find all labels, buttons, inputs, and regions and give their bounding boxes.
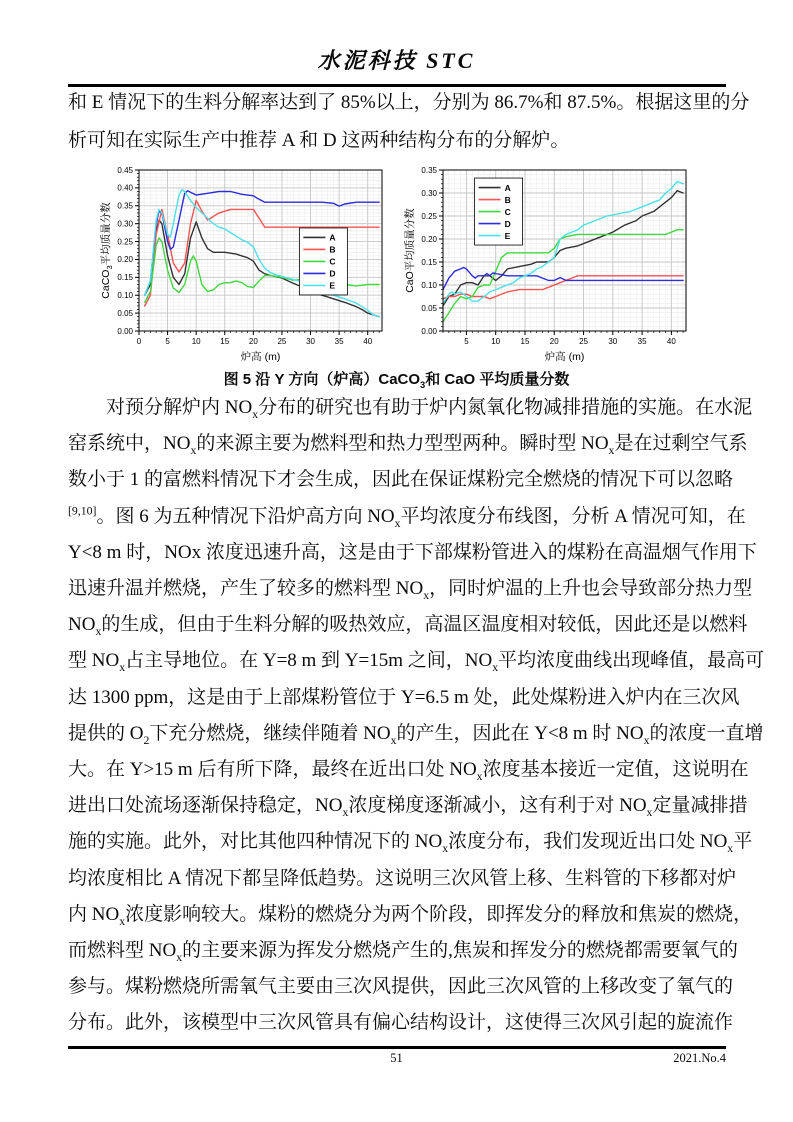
text-line: 参与。煤粉燃烧所需氧气主要由三次风提供，因此三次风管的上移改变了氧气的 bbox=[68, 976, 734, 998]
cao-line-chart bbox=[403, 163, 695, 364]
svg-text:0.40: 0.40 bbox=[117, 183, 133, 193]
text-line: 大。在 Y>15 m 后有所下降，最终在近出口处 $NO_x$浓度基本接近一定值，这说明在 bbox=[68, 759, 749, 783]
text-line: 析可知在实际生产中推荐 A 和 D 这两种结构分布的分解炉。 bbox=[68, 129, 570, 151]
svg-text:炉高 (m): 炉高 (m) bbox=[544, 351, 585, 363]
svg-text:CaO平均质量分数: CaO平均质量分数 bbox=[404, 208, 416, 293]
svg-text:15: 15 bbox=[520, 337, 530, 346]
svg-text:5: 5 bbox=[464, 337, 469, 346]
svg-text:D: D bbox=[504, 218, 511, 229]
svg-text:40: 40 bbox=[666, 337, 676, 346]
svg-text:0.25: 0.25 bbox=[117, 237, 133, 247]
svg-text:E: E bbox=[504, 230, 511, 241]
text-line: 施的实施。此外，对比其他四种情况下的 $NO_x$浓度分布，我们发现近出口处 $NO_x$平 bbox=[68, 831, 753, 856]
svg-text:0.15: 0.15 bbox=[421, 257, 437, 267]
text-line: Y<8 m 时，NOx 浓度迅速升高，这是由于下部煤粉管进入的煤粉在高温烟气作用下 bbox=[68, 541, 757, 563]
figure-caption: 图 5 沿 Y 方向（炉高）CaCO$_3$和 CaO 平均质量分数 bbox=[223, 371, 570, 390]
paragraph-1 bbox=[68, 84, 750, 159]
text-line: 内 $NO_x$浓度影响较大。煤粉的燃烧分为两个阶段，即挥发分的释放和焦炭的燃烧， bbox=[68, 903, 753, 928]
svg-text:25: 25 bbox=[277, 337, 287, 346]
text-line: $NO_x$的生成，但由于生料分解的吸热效应，高温区温度相对较低，因此还是以燃料 bbox=[68, 614, 748, 639]
svg-text:10: 10 bbox=[491, 337, 501, 346]
text-line: 对预分解炉内 $NO_x$分布的研究也有助于炉内氮氧化物减排措施的实施。在水泥 bbox=[68, 397, 753, 421]
svg-text:0.15: 0.15 bbox=[117, 273, 133, 283]
svg-text:0.10: 0.10 bbox=[117, 291, 133, 301]
text-line: 达 1300 ppm，这是由于上部煤粉管位于 Y=6.5 m 处，此处煤粉进入炉内在三次风 bbox=[68, 686, 740, 708]
svg-text:35: 35 bbox=[334, 337, 344, 346]
text-line: 提供的 $O_2$下充分燃烧，继续伴随着 $NO_x$的产生，因此在 Y<8 m 时 $NO_x$的浓度一直增 bbox=[68, 722, 764, 747]
svg-text:0.25: 0.25 bbox=[421, 211, 437, 221]
svg-text:0.20: 0.20 bbox=[117, 255, 133, 265]
svg-text:0.35: 0.35 bbox=[421, 165, 437, 175]
svg-text:15: 15 bbox=[220, 337, 230, 346]
svg-text:A: A bbox=[329, 232, 336, 243]
svg-text:B: B bbox=[504, 194, 511, 205]
svg-text:25: 25 bbox=[579, 337, 588, 346]
text-line: 迅速升温并燃烧，产生了较多的燃料型 $NO_x$，同时炉温的上升也会导致部分热力型 bbox=[68, 578, 753, 602]
text-line: 分布。此外，该模型中三次风管具有偏心结构设计，这使得三次风引起的旋流作 bbox=[68, 1012, 734, 1034]
caco3-line-chart bbox=[99, 163, 391, 364]
text-line: 窑系统中，$NO_x$的来源主要为燃料型和热力型型两种。瞬时型 $NO_x$是在过剩空气系 bbox=[68, 433, 748, 457]
svg-text:0.30: 0.30 bbox=[117, 219, 133, 229]
svg-text:0.45: 0.45 bbox=[117, 165, 133, 175]
page-number: 51 bbox=[390, 1051, 403, 1065]
svg-text:10: 10 bbox=[191, 337, 201, 346]
svg-text:0.00: 0.00 bbox=[421, 326, 437, 336]
issue-number: 2021.No.4 bbox=[673, 1051, 726, 1065]
svg-text:C: C bbox=[504, 206, 511, 217]
svg-text:0.05: 0.05 bbox=[117, 308, 133, 318]
svg-text:C: C bbox=[329, 256, 336, 267]
svg-text:40: 40 bbox=[363, 337, 373, 346]
svg-text:0.00: 0.00 bbox=[117, 326, 133, 336]
svg-text:炉高 (m): 炉高 (m) bbox=[240, 351, 281, 363]
text-line: 和 E 情况下的生料分解率达到了 85%以上，分别为 86.7%和 87.5%。根据这里的分 bbox=[68, 92, 750, 113]
svg-text:0.20: 0.20 bbox=[421, 234, 437, 244]
svg-text:A: A bbox=[504, 182, 511, 193]
svg-text:35: 35 bbox=[637, 337, 647, 346]
svg-text:0: 0 bbox=[136, 337, 142, 346]
text-line: 进出口处流场逐渐保持稳定，$NO_x$浓度梯度逐渐减小，这有利于对 $NO_x$定量减排措 bbox=[68, 795, 748, 820]
svg-text:CaCO3平均质量分数: CaCO$_3$平均质量分数 bbox=[100, 202, 114, 299]
text-line: 型 $NO_x$占主导地位。在 Y=8 m 到 Y=15m 之间，$NO_x$平均浓度曲线出现峰值，最高可 bbox=[68, 650, 765, 675]
svg-text:0.35: 0.35 bbox=[117, 201, 133, 211]
text-line: 均浓度相比 A 情况下都呈降低趋势。这说明三次风管上移、生料管的下移都对炉 bbox=[68, 867, 737, 889]
text-line: [9,10]。图 6 为五种情况下沿炉高方向 $NO_x$平均浓度分布线图，分析 A 情况可知，在 bbox=[68, 504, 746, 530]
journal-title: 水泥科技 STC bbox=[317, 48, 476, 73]
footer-rule bbox=[68, 1046, 726, 1049]
paragraph-2 bbox=[68, 390, 765, 1042]
text-line: 数小于 1 的富燃料情况下才会生成，因此在保证煤粉完全燃烧的情况下可以忽略 bbox=[68, 469, 734, 491]
svg-text:0.30: 0.30 bbox=[421, 188, 437, 198]
svg-text:5: 5 bbox=[165, 337, 170, 346]
text-line: 而燃料型 $NO_x$的主要来源为挥发分燃烧产生的,焦炭和挥发分的燃烧都需要氧气的 bbox=[68, 940, 738, 964]
svg-text:0.05: 0.05 bbox=[421, 303, 437, 313]
svg-text:30: 30 bbox=[306, 337, 315, 346]
svg-text:0.10: 0.10 bbox=[421, 280, 437, 290]
svg-text:30: 30 bbox=[608, 337, 618, 346]
svg-text:20: 20 bbox=[248, 337, 258, 346]
figure-5 bbox=[68, 163, 726, 365]
svg-text:B: B bbox=[329, 244, 336, 255]
svg-text:20: 20 bbox=[549, 337, 559, 346]
svg-text:E: E bbox=[329, 280, 336, 291]
svg-text:D: D bbox=[329, 268, 336, 279]
